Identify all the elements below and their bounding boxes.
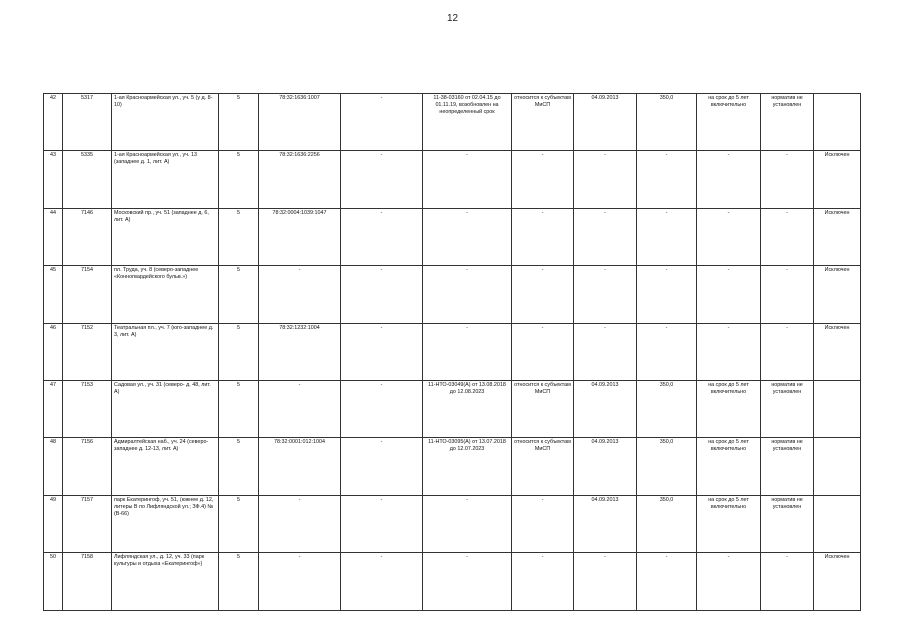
row-number-cell: 44 — [44, 208, 63, 265]
extra-cell: - — [341, 495, 423, 552]
date-cell: - — [574, 151, 637, 208]
norm-cell: - — [761, 208, 814, 265]
note-cell — [814, 495, 861, 552]
note-cell — [814, 380, 861, 437]
category-cell: - — [512, 208, 574, 265]
object-code-cell: 7146 — [63, 208, 112, 265]
row-number-cell: 45 — [44, 266, 63, 323]
norm-cell: - — [761, 323, 814, 380]
cadastral-number-cell: 78:32:1232:1004 — [259, 323, 341, 380]
extra-cell: - — [341, 151, 423, 208]
term-cell: - — [697, 151, 761, 208]
norm-cell: норматив не установлен — [761, 495, 814, 552]
norm-cell: - — [761, 553, 814, 610]
permit-cell: - — [423, 208, 512, 265]
row-number-cell: 46 — [44, 323, 63, 380]
zone-cell: 5 — [219, 94, 259, 151]
category-cell: - — [512, 151, 574, 208]
address-cell: Садовая ул., уч. 31 (северо- д. 48, лит. А) — [112, 380, 219, 437]
date-cell: 04.09.2013 — [574, 438, 637, 495]
norm-cell: - — [761, 266, 814, 323]
category-cell: - — [512, 323, 574, 380]
term-cell: на срок до 5 лет включительно — [697, 495, 761, 552]
zone-cell: 5 — [219, 208, 259, 265]
cadastral-number-cell: - — [259, 266, 341, 323]
row-number-cell: 48 — [44, 438, 63, 495]
area-cell: 350,0 — [637, 438, 697, 495]
date-cell: - — [574, 323, 637, 380]
extra-cell: - — [341, 208, 423, 265]
object-code-cell: 7152 — [63, 323, 112, 380]
table-row — [44, 208, 861, 265]
zone-cell: 5 — [219, 151, 259, 208]
cadastral-number-cell: 78:32:1636:1007 — [259, 94, 341, 151]
page-number: 12 — [446, 13, 459, 24]
category-cell: относится к субъектам МиСП — [512, 438, 574, 495]
date-cell: - — [574, 208, 637, 265]
address-cell: 1-ая Красноармейская ул., уч. 5 (у д. 8-10) — [112, 94, 219, 151]
address-cell: Адмиралтейская наб., уч. 24 (северо-западнее д. 12-13, лит. А) — [112, 438, 219, 495]
category-cell: - — [512, 266, 574, 323]
extra-cell: - — [341, 94, 423, 151]
area-cell: - — [637, 553, 697, 610]
zone-cell: 5 — [219, 266, 259, 323]
permit-cell: - — [423, 323, 512, 380]
term-cell: на срок до 5 лет включительно — [697, 438, 761, 495]
row-number-cell: 42 — [44, 94, 63, 151]
object-code-cell: 5317 — [63, 94, 112, 151]
permit-cell: 11-38-03160 от 02.04.15 до 01.11.19, возобновлен на неопределенный срок — [423, 94, 512, 151]
cadastral-number-cell: - — [259, 553, 341, 610]
note-cell: Исключен — [814, 323, 861, 380]
table-row — [44, 151, 861, 208]
date-cell: - — [574, 266, 637, 323]
area-cell: - — [637, 266, 697, 323]
date-cell: 04.09.2013 — [574, 495, 637, 552]
area-cell: 350,0 — [637, 94, 697, 151]
note-cell — [814, 94, 861, 151]
row-number-cell: 50 — [44, 553, 63, 610]
extra-cell: - — [341, 438, 423, 495]
date-cell: 04.09.2013 — [574, 94, 637, 151]
table-row — [44, 94, 861, 151]
object-code-cell: 7157 — [63, 495, 112, 552]
area-cell: - — [637, 208, 697, 265]
cadastral-number-cell: 78:32:1636:2256 — [259, 151, 341, 208]
date-cell: - — [574, 553, 637, 610]
zone-cell: 5 — [219, 495, 259, 552]
object-code-cell: 7154 — [63, 266, 112, 323]
area-cell: - — [637, 323, 697, 380]
category-cell: - — [512, 495, 574, 552]
note-cell: Исключен — [814, 553, 861, 610]
area-cell: - — [637, 151, 697, 208]
norm-cell: норматив не установлен — [761, 94, 814, 151]
table-row — [44, 380, 861, 437]
table-row — [44, 495, 861, 552]
area-cell: 350,0 — [637, 380, 697, 437]
row-number-cell: 47 — [44, 380, 63, 437]
cadastral-number-cell: - — [259, 380, 341, 437]
address-cell: парк Екатерингоф, уч. 51, (южнее д. 12, литеры В по Лифляндской ул.; ЗФ.4) № (В-66) — [112, 495, 219, 552]
table-row — [44, 266, 861, 323]
table-row — [44, 323, 861, 380]
zone-cell: 5 — [219, 323, 259, 380]
objects-table — [43, 93, 861, 611]
note-cell: Исключен — [814, 208, 861, 265]
extra-cell: - — [341, 380, 423, 437]
address-cell: Московский пр., уч. 51 (западнее д. 6, лит. А) — [112, 208, 219, 265]
term-cell: - — [697, 323, 761, 380]
permit-cell: - — [423, 266, 512, 323]
date-cell: 04.09.2013 — [574, 380, 637, 437]
permit-cell: - — [423, 495, 512, 552]
address-cell: 1-ая Красноармейская ул., уч. 13 (западнее д. 1, лит. А) — [112, 151, 219, 208]
term-cell: - — [697, 266, 761, 323]
cadastral-number-cell: 78:32:0004:1039:1047 — [259, 208, 341, 265]
category-cell: - — [512, 553, 574, 610]
object-code-cell: 7158 — [63, 553, 112, 610]
zone-cell: 5 — [219, 553, 259, 610]
note-cell: Исключен — [814, 266, 861, 323]
object-code-cell: 7153 — [63, 380, 112, 437]
area-cell: 350,0 — [637, 495, 697, 552]
permit-cell: 11-НТО-03095(А) от 13.07.2018 до 12.07.2023 — [423, 438, 512, 495]
term-cell: на срок до 5 лет включительно — [697, 94, 761, 151]
cadastral-number-cell: - — [259, 495, 341, 552]
table-body — [44, 94, 861, 611]
extra-cell: - — [341, 553, 423, 610]
category-cell: относится к субъектам МиСП — [512, 94, 574, 151]
cadastral-number-cell: 78:32:0001:012:1004 — [259, 438, 341, 495]
norm-cell: норматив не установлен — [761, 438, 814, 495]
extra-cell: - — [341, 266, 423, 323]
term-cell: - — [697, 553, 761, 610]
address-cell: Лифляндская ул., д. 12, уч. 33 (парк культуры и отдыха «Екатерингоф») — [112, 553, 219, 610]
object-code-cell: 5335 — [63, 151, 112, 208]
object-code-cell: 7156 — [63, 438, 112, 495]
extra-cell: - — [341, 323, 423, 380]
table-row — [44, 438, 861, 495]
permit-cell: 11-НТО-03049(А) от 13.08.2018 до 12.08.2023 — [423, 380, 512, 437]
zone-cell: 5 — [219, 380, 259, 437]
note-cell: Исключен — [814, 151, 861, 208]
note-cell — [814, 438, 861, 495]
row-number-cell: 49 — [44, 495, 63, 552]
address-cell: Театральная пл., уч. 7 (юго-западнее д. 3, лит. А) — [112, 323, 219, 380]
term-cell: на срок до 5 лет включительно — [697, 380, 761, 437]
permit-cell: - — [423, 151, 512, 208]
category-cell: относится к субъектам МиСП — [512, 380, 574, 437]
norm-cell: норматив не установлен — [761, 380, 814, 437]
address-cell: пл. Труда, уч. 8 (северо-западнее «Конногвардейского бульв.») — [112, 266, 219, 323]
permit-cell: - — [423, 553, 512, 610]
zone-cell: 5 — [219, 438, 259, 495]
norm-cell: - — [761, 151, 814, 208]
term-cell: - — [697, 208, 761, 265]
row-number-cell: 43 — [44, 151, 63, 208]
table-row — [44, 553, 861, 610]
